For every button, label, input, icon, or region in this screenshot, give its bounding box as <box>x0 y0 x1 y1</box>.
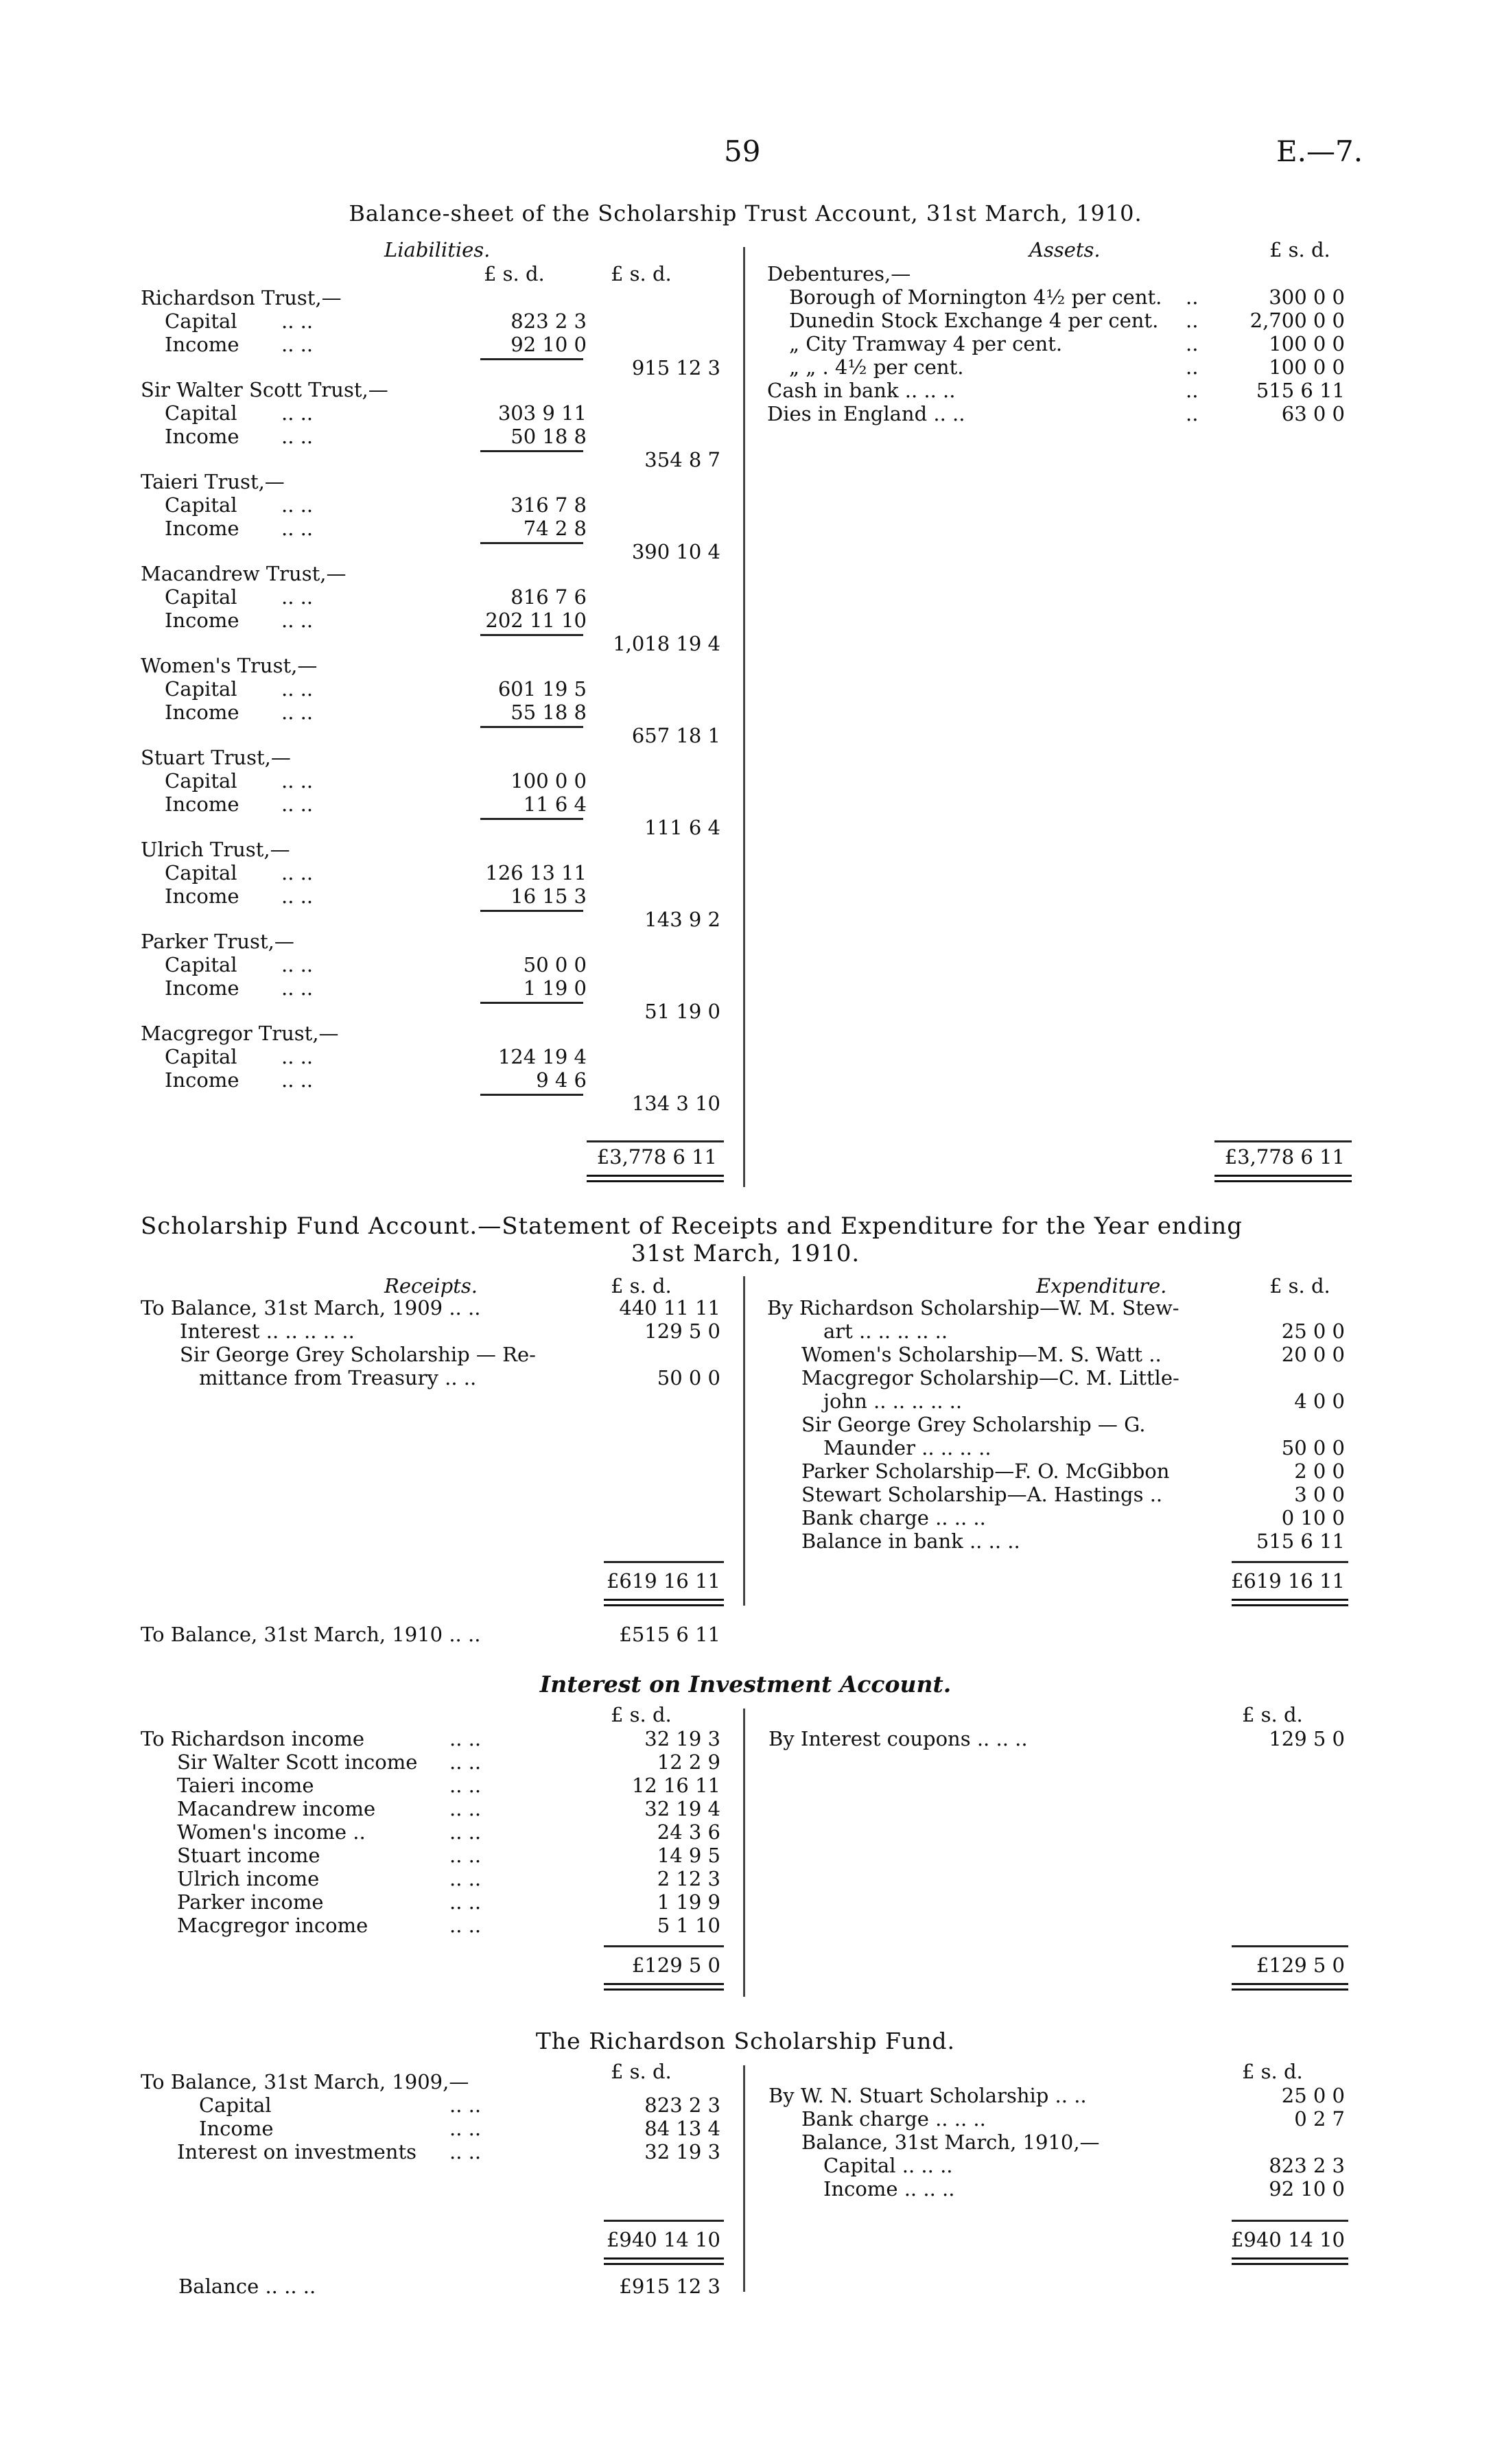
asset-value: 100 0 0 <box>1269 355 1345 379</box>
richardson-receipt-value: 32 19 3 <box>644 2140 720 2163</box>
trust-income-label: Income <box>165 333 239 356</box>
trust-capital-value: 823 2 3 <box>510 309 587 333</box>
richardson-receipt-label: Income <box>199 2117 274 2140</box>
dots: .. .. <box>449 1750 482 1774</box>
expenditure-value: 515 6 11 <box>1256 1529 1345 1553</box>
liabilities-heading: Liabilities. <box>384 238 491 261</box>
trust-income-label: Income <box>165 1068 239 1092</box>
balance-1910-value: £515 6 11 <box>619 1623 720 1646</box>
expenditure-value: 20 0 0 <box>1281 1343 1345 1366</box>
richardson-receipt-label: Interest on investments <box>177 2140 416 2163</box>
dots: .. .. <box>281 493 314 517</box>
dots: .. .. <box>449 1774 482 1797</box>
richardson-right-colhead: £ s. d. <box>1242 2060 1303 2083</box>
expenditure-label: Macgregor Scholarship—C. M. Little- <box>801 1366 1179 1389</box>
asset-label: Borough of Mornington 4½ per cent. <box>789 285 1162 309</box>
dots: .. .. <box>449 1867 482 1890</box>
dots: .. .. <box>281 1068 314 1092</box>
interest-income-label: Ulrich income <box>177 1867 320 1890</box>
scholarship-fund-divider <box>743 1276 745 1606</box>
trust-capital-label: Capital <box>165 953 237 976</box>
balance-sheet-title: Balance-sheet of the Scholarship Trust Account, 31st March, 1910. <box>349 200 1142 226</box>
richardson-payment-label: Bank charge .. .. .. <box>801 2107 986 2131</box>
expenditure-value: 25 0 0 <box>1281 1319 1345 1343</box>
interest-right-colhead: £ s. d. <box>1242 1703 1303 1726</box>
asset-value: 100 0 0 <box>1269 332 1345 355</box>
trust-capital-label: Capital <box>165 1045 237 1068</box>
trust-total-value: 143 9 2 <box>644 908 720 931</box>
interest-income-value: 24 3 6 <box>657 1820 720 1844</box>
trust-income-value: 1 19 0 <box>523 976 587 1000</box>
asset-label: Dies in England .. .. <box>767 402 965 425</box>
trust-name: Stuart Trust,— <box>141 746 291 769</box>
receipt-label: Sir George Grey Scholarship — Re- <box>180 1343 536 1366</box>
receipt-label: To Balance, 31st March, 1909 .. .. <box>141 1296 481 1319</box>
trust-name: Richardson Trust,— <box>141 286 342 309</box>
expenditure-total-rule <box>1232 1561 1348 1563</box>
scholarship-fund-title: Scholarship Fund Account.—Statement of Receipts and Expenditure for the Year ending <box>141 1212 1243 1240</box>
asset-dots: .. <box>1186 355 1199 379</box>
trust-total-value: 354 8 7 <box>644 448 720 471</box>
interest-income-value: 32 19 3 <box>644 1727 720 1750</box>
trust-capital-label: Capital <box>165 493 237 517</box>
trust-income-label: Income <box>165 425 239 448</box>
assets-colhead: £ s. d. <box>1269 238 1330 261</box>
trust-capital-label: Capital <box>165 401 237 425</box>
dots: .. .. <box>449 2140 482 2163</box>
scholarship-fund-title-date: 31st March, 1910. <box>631 1240 860 1267</box>
interest-income-label: Stuart income <box>177 1844 320 1867</box>
asset-dots: .. <box>1186 402 1199 425</box>
asset-dots: .. <box>1186 285 1199 309</box>
asset-total-double-rule <box>1214 1175 1352 1182</box>
trust-capital-value: 316 7 8 <box>510 493 587 517</box>
dots: .. .. <box>449 1820 482 1844</box>
dots: .. .. <box>449 1727 482 1750</box>
interest-income-label: Macandrew income <box>177 1797 376 1820</box>
dots: .. .. <box>449 1797 482 1820</box>
trust-capital-label: Capital <box>165 861 237 884</box>
trust-capital-label: Capital <box>165 769 237 793</box>
trust-name: Macgregor Trust,— <box>141 1022 339 1045</box>
richardson-receipt-label: Capital <box>199 2093 272 2117</box>
trust-income-label: Income <box>165 701 239 724</box>
trust-income-label: Income <box>165 609 239 632</box>
trust-income-value: 55 18 8 <box>510 701 587 724</box>
trust-name: Parker Trust,— <box>141 930 294 953</box>
asset-value: 2,700 0 0 <box>1249 309 1345 332</box>
trust-income-label: Income <box>165 517 239 540</box>
expenditure-label: Stewart Scholarship—A. Hastings .. <box>801 1483 1163 1506</box>
dots: .. .. <box>281 425 314 448</box>
richardson-payment-label: By W. N. Stuart Scholarship .. .. <box>768 2084 1087 2107</box>
interest-income-label: Parker income <box>177 1890 324 1914</box>
interest-coupons-label: By Interest coupons .. .. .. <box>768 1727 1028 1750</box>
dots: .. .. <box>281 701 314 724</box>
interest-coupons-value: 129 5 0 <box>1269 1727 1345 1750</box>
trust-capital-value: 601 19 5 <box>497 677 587 701</box>
richardson-divider <box>743 2065 745 2292</box>
trust-capital-label: Capital <box>165 309 237 333</box>
trust-capital-value: 124 19 4 <box>497 1045 587 1068</box>
expenditure-value: 3 0 0 <box>1294 1483 1345 1506</box>
interest-left-total: £129 5 0 <box>631 1953 720 1977</box>
balance-1910-label: To Balance, 31st March, 1910 .. .. <box>141 1623 481 1646</box>
dots: .. .. <box>281 793 314 816</box>
receipt-value: 440 11 11 <box>619 1296 720 1319</box>
trust-capital-label: Capital <box>165 585 237 609</box>
trust-name: Ulrich Trust,— <box>141 838 290 861</box>
assets-heading: Assets. <box>1029 238 1101 261</box>
asset-label: „ City Tramway 4 per cent. <box>789 332 1063 355</box>
liab-total-rule <box>587 1140 724 1142</box>
trust-name: Macandrew Trust,— <box>141 562 347 585</box>
interest-income-label: Taieri income <box>177 1774 314 1797</box>
asset-value: 300 0 0 <box>1269 285 1345 309</box>
trust-income-label: Income <box>165 793 239 816</box>
receipts-total: £619 16 11 <box>606 1569 720 1593</box>
trust-total-value: 915 12 3 <box>631 356 720 379</box>
liabilities-total: £3,778 6 11 <box>596 1145 717 1169</box>
expenditure-total-double-rule <box>1232 1599 1348 1606</box>
trust-name: Sir Walter Scott Trust,— <box>141 378 388 401</box>
liab-capital-colhead: £ s. d. <box>484 262 545 285</box>
dots: .. .. <box>281 677 314 701</box>
interest-income-value: 32 19 4 <box>644 1797 720 1820</box>
trust-income-value: 16 15 3 <box>510 884 587 908</box>
trust-total-value: 111 6 4 <box>644 816 720 839</box>
dots: .. .. <box>449 1914 482 1937</box>
interest-income-label: Macgregor income <box>177 1914 368 1937</box>
expenditure-label: Women's Scholarship—M. S. Watt .. <box>801 1343 1162 1366</box>
receipts-colhead: £ s. d. <box>611 1274 672 1298</box>
interest-left-total-rule <box>604 1945 724 1947</box>
trust-total-value: 390 10 4 <box>631 540 720 563</box>
richardson-payment-value: 92 10 0 <box>1269 2177 1345 2201</box>
richardson-payment-value: 0 2 7 <box>1294 2107 1345 2131</box>
dots: .. .. <box>281 861 314 884</box>
trust-total-value: 51 19 0 <box>644 1000 720 1023</box>
trust-capital-value: 126 13 11 <box>485 861 587 884</box>
expenditure-total: £619 16 11 <box>1230 1569 1345 1593</box>
asset-value: 515 6 11 <box>1256 379 1345 402</box>
trust-income-label: Income <box>165 976 239 1000</box>
asset-dots: .. <box>1186 332 1199 355</box>
expenditure-label: john .. .. .. .. .. <box>823 1389 963 1413</box>
interest-divider <box>743 1709 745 1997</box>
richardson-payment-label: Balance, 31st March, 1910,— <box>801 2131 1100 2154</box>
expenditure-label: Sir George Grey Scholarship — G. <box>801 1413 1146 1436</box>
interest-income-label: Sir Walter Scott income <box>177 1750 418 1774</box>
dots: .. .. <box>449 1844 482 1867</box>
receipts-total-double-rule <box>604 1599 724 1606</box>
asset-dots: .. <box>1186 309 1199 332</box>
trust-capital-value: 100 0 0 <box>510 769 587 793</box>
richardson-balance-label: Balance .. .. .. <box>178 2275 316 2298</box>
dots: .. .. <box>281 953 314 976</box>
dots: .. .. <box>281 1045 314 1068</box>
page-number: 59 <box>724 134 761 168</box>
dots: .. .. <box>281 585 314 609</box>
asset-total-rule <box>1214 1140 1352 1142</box>
trust-income-value: 92 10 0 <box>510 333 587 356</box>
interest-left-colhead: £ s. d. <box>611 1703 672 1726</box>
richardson-right-total-rule <box>1232 2220 1348 2222</box>
interest-income-value: 12 16 11 <box>631 1774 720 1797</box>
richardson-right-total-double-rule <box>1232 2257 1348 2265</box>
expenditure-value: 4 0 0 <box>1294 1389 1345 1413</box>
trust-income-value: 202 11 10 <box>485 609 587 632</box>
dots: .. .. <box>281 609 314 632</box>
expenditure-label: Parker Scholarship—F. O. McGibbon <box>801 1459 1170 1483</box>
trust-capital-label: Capital <box>165 677 237 701</box>
interest-income-value: 1 19 9 <box>657 1890 720 1914</box>
receipts-heading: Receipts. <box>384 1274 478 1298</box>
trust-total-value: 657 18 1 <box>631 724 720 747</box>
richardson-receipt-value: 823 2 3 <box>644 2093 720 2117</box>
asset-label: Dunedin Stock Exchange 4 per cent. <box>789 309 1159 332</box>
trust-income-value: 74 2 8 <box>523 517 587 540</box>
trust-total-value: 1,018 19 4 <box>613 632 720 655</box>
expenditure-label: Balance in bank .. .. .. <box>801 1529 1020 1553</box>
interest-income-value: 2 12 3 <box>657 1867 720 1890</box>
interest-right-total: £129 5 0 <box>1256 1953 1345 1977</box>
interest-income-label: To Richardson income <box>141 1727 365 1750</box>
expenditure-label: Bank charge .. .. .. <box>801 1506 986 1529</box>
expenditure-colhead: £ s. d. <box>1269 1274 1330 1298</box>
dots: .. .. <box>281 769 314 793</box>
richardson-left-total: £940 14 10 <box>606 2228 720 2251</box>
receipt-label: mittance from Treasury .. .. <box>199 1366 477 1389</box>
expenditure-value: 0 10 0 <box>1281 1506 1345 1529</box>
trust-total-value: 134 3 10 <box>631 1092 720 1115</box>
richardson-left-colhead: £ s. d. <box>611 2060 672 2083</box>
series-code: E.—7. <box>1276 134 1363 168</box>
trust-name: Taieri Trust,— <box>141 470 285 493</box>
expenditure-label: art .. .. .. .. .. <box>823 1319 948 1343</box>
trust-income-value: 50 18 8 <box>510 425 587 448</box>
dots: .. .. <box>281 976 314 1000</box>
trust-name: Women's Trust,— <box>141 654 318 677</box>
dots: .. .. <box>449 1890 482 1914</box>
trust-capital-value: 303 9 11 <box>497 401 587 425</box>
richardson-balance-1909-heading: To Balance, 31st March, 1909,— <box>141 2070 469 2093</box>
richardson-left-total-double-rule <box>604 2257 724 2265</box>
asset-value: 63 0 0 <box>1281 402 1345 425</box>
richardson-payment-label: Income .. .. .. <box>823 2177 955 2201</box>
interest-income-value: 5 1 10 <box>657 1914 720 1937</box>
richardson-payment-value: 25 0 0 <box>1281 2084 1345 2107</box>
trust-capital-value: 816 7 6 <box>510 585 587 609</box>
interest-income-value: 14 9 5 <box>657 1844 720 1867</box>
balance-sheet-divider <box>743 247 745 1187</box>
richardson-left-total-rule <box>604 2220 724 2222</box>
dots: .. .. <box>281 401 314 425</box>
interest-left-total-double-rule <box>604 1983 724 1991</box>
receipts-total-rule <box>604 1561 724 1563</box>
dots: .. .. <box>281 884 314 908</box>
trust-income-value: 11 6 4 <box>523 793 587 816</box>
richardson-fund-title: The Richardson Scholarship Fund. <box>535 2028 956 2054</box>
richardson-balance-value: £915 12 3 <box>619 2275 720 2298</box>
richardson-payment-label: Capital .. .. .. <box>823 2154 953 2177</box>
dots: .. .. <box>281 309 314 333</box>
expenditure-value: 2 0 0 <box>1294 1459 1345 1483</box>
trust-capital-value: 50 0 0 <box>523 953 587 976</box>
interest-right-total-rule <box>1232 1945 1348 1947</box>
receipt-value: 129 5 0 <box>644 1319 720 1343</box>
richardson-receipt-value: 84 13 4 <box>644 2117 720 2140</box>
expenditure-label: By Richardson Scholarship—W. M. Stew- <box>767 1296 1179 1319</box>
liab-total-colhead: £ s. d. <box>611 262 672 285</box>
asset-label: Cash in bank .. .. .. <box>767 379 956 402</box>
assets-total: £3,778 6 11 <box>1224 1145 1345 1169</box>
interest-income-label: Women's income .. <box>177 1820 366 1844</box>
expenditure-value: 50 0 0 <box>1281 1436 1345 1459</box>
interest-income-value: 12 2 9 <box>657 1750 720 1774</box>
asset-dots: .. <box>1186 379 1199 402</box>
receipt-value: 50 0 0 <box>657 1366 720 1389</box>
liab-total-double-rule <box>587 1175 724 1182</box>
asset-label: „ „ . 4½ per cent. <box>789 355 964 379</box>
richardson-right-total: £940 14 10 <box>1230 2228 1345 2251</box>
dots: .. .. <box>449 2093 482 2117</box>
dots: .. .. <box>281 517 314 540</box>
receipt-label: Interest .. .. .. .. .. <box>180 1319 355 1343</box>
asset-label: Debentures,— <box>767 262 911 285</box>
expenditure-label: Maunder .. .. .. .. <box>823 1436 991 1459</box>
trust-income-value: 9 4 6 <box>536 1068 587 1092</box>
interest-right-total-double-rule <box>1232 1983 1348 1991</box>
trust-income-label: Income <box>165 884 239 908</box>
dots: .. .. <box>281 333 314 356</box>
interest-account-title: Interest on Investment Account. <box>539 1671 952 1698</box>
dots: .. .. <box>449 2117 482 2140</box>
richardson-payment-value: 823 2 3 <box>1269 2154 1345 2177</box>
expenditure-heading: Expenditure. <box>1036 1274 1167 1298</box>
